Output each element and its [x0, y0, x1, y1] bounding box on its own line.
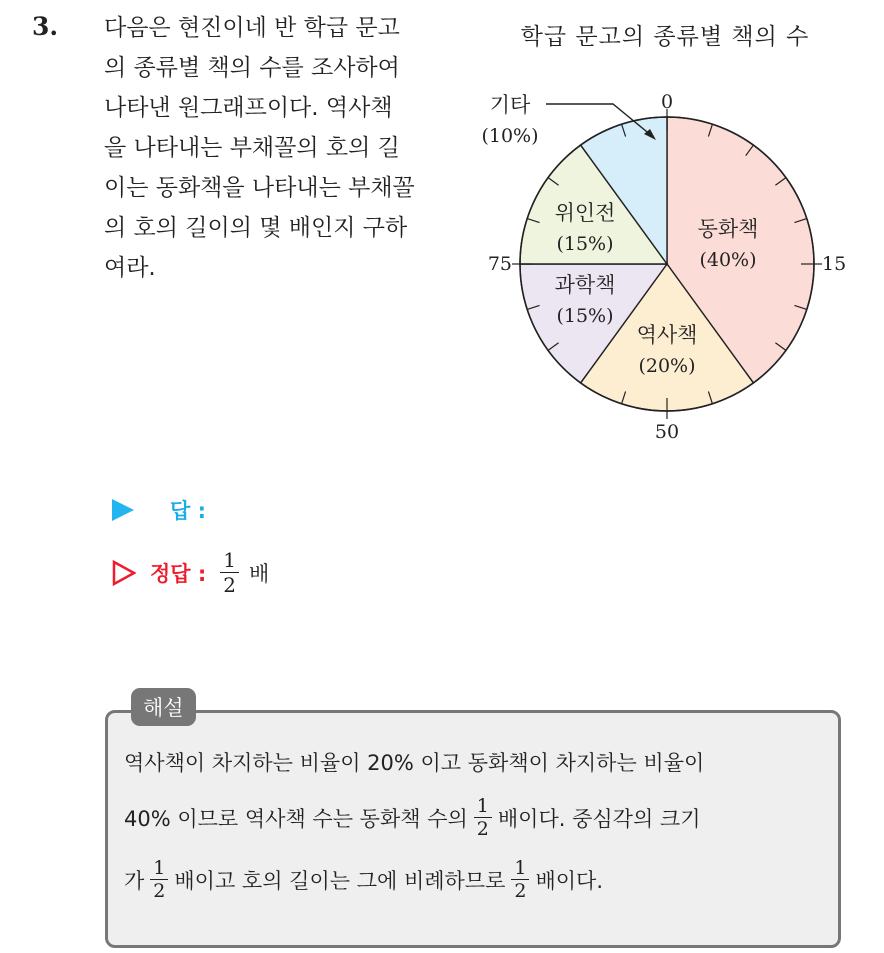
scale-tick-label: 50: [654, 421, 680, 443]
slice-3-percent: (15%): [556, 305, 614, 327]
pie-chart-svg: [470, 8, 860, 448]
chart-title: 학급 문고의 종류별 책의 수: [520, 24, 810, 50]
slice-4-percent: (15%): [556, 233, 614, 255]
explanation-text: 40% 이므로 역사책 수는 동화책 수의: [124, 806, 468, 831]
fraction-denominator: 2: [223, 573, 237, 597]
explanation-line-2: [124, 795, 700, 840]
play-triangle-icon: [112, 499, 134, 521]
pie-chart: [470, 8, 860, 448]
correct-answer-unit: 배: [249, 561, 270, 586]
question-line: 나타낸 원그래프이다. 역사책: [104, 95, 393, 121]
explanation-fraction: [511, 857, 529, 902]
question-line: 의 종류별 책의 수를 조사하여: [104, 55, 400, 81]
correct-answer-row: [112, 548, 269, 597]
explanation-text: 배이고 호의 길이는 그에 비례하므로: [174, 868, 506, 893]
fraction-denominator: 2: [476, 818, 489, 840]
question-line: 을 나타내는 부채꼴의 호의 길: [104, 135, 400, 161]
slice-3-label: 과학책: [554, 273, 616, 297]
explanation-line-3: [124, 857, 603, 902]
question-line: 다음은 현진이네 반 학급 문고: [104, 15, 400, 41]
answer-label: 답 :: [170, 499, 206, 523]
fraction-numerator: 1: [474, 795, 492, 818]
outline-triangle-icon: [112, 560, 136, 586]
explanation-text: 배이다. 중심각의 크기: [497, 806, 701, 831]
fraction-numerator: 1: [150, 857, 168, 880]
question-number: 3.: [32, 12, 59, 41]
question-line: 의 호의 길이의 몇 배인지 구하: [104, 215, 408, 241]
explanation-text: 역사책이 차지하는 비율이 20% 이고 동화책이 차지하는 비율이: [124, 751, 705, 775]
scale-tick-label: 75: [487, 253, 512, 275]
slice-4-label: 위인전: [554, 201, 616, 225]
question-text: [104, 8, 449, 288]
correct-answer-label: 정답 :: [150, 561, 207, 586]
explanation-text: 가: [124, 868, 145, 893]
explanation-fraction: [474, 795, 492, 840]
question-line: 여라.: [104, 255, 156, 281]
fraction-denominator: 2: [153, 880, 166, 902]
question-line: 이는 동화책을 나타내는 부채꼴: [104, 175, 415, 201]
answer-row: [112, 495, 206, 525]
fraction-numerator: 1: [511, 857, 529, 880]
slice-5-percent: (10%): [481, 125, 539, 147]
scale-tick-label: 0: [660, 91, 674, 113]
slice-1-percent: (40%): [699, 249, 757, 271]
explanation-tag: 해설: [131, 688, 196, 726]
explanation-fraction: [150, 857, 168, 902]
slice-5-label: 기타: [489, 93, 531, 117]
scale-tick-label: 15: [822, 253, 847, 275]
slice-2-percent: (20%): [638, 355, 696, 377]
fraction-denominator: 2: [514, 880, 527, 902]
slice-2-label: 역사책: [636, 323, 698, 347]
explanation-text: 배이다.: [535, 868, 604, 893]
slice-1-label: 동화책: [697, 217, 759, 241]
correct-answer-fraction: [220, 548, 239, 597]
explanation-line-1: [124, 747, 704, 777]
fraction-numerator: 1: [220, 548, 239, 573]
